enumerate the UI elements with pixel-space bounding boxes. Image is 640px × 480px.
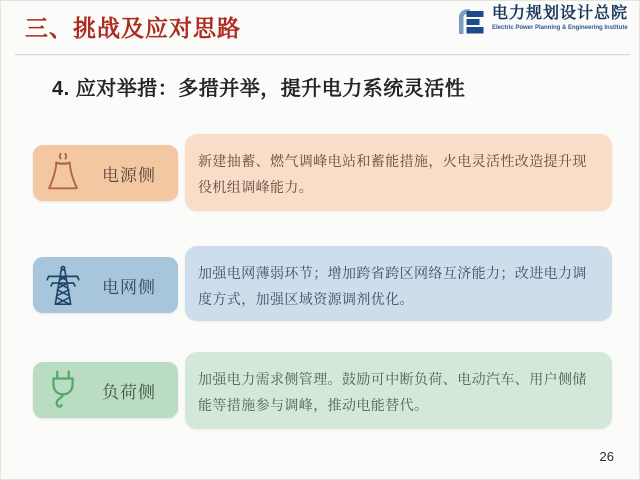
logo: [457, 5, 628, 37]
row-label-load: 负荷侧: [102, 382, 156, 402]
header-divider: [15, 54, 630, 55]
logo-name-en: Electric Power Planning & Engineering Institute: [491, 24, 628, 31]
row-label-box-power-source: [33, 145, 178, 201]
row-text-load: 加强电力需求侧管理。鼓励可中断负荷、电动汽车、用户侧储能等措施参与调峰，推动电能替代。: [185, 352, 612, 429]
cooling-tower-icon: [40, 150, 86, 196]
row-text-power-source: 新建抽蓄、燃气调峰电站和蓄能措施，火电灵活性改造提升现役机组调峰能力。: [185, 134, 612, 211]
page-number: 26: [599, 449, 614, 464]
slide-title: 三、挑战及应对思路: [25, 15, 241, 41]
row-label-grid: 电网侧: [102, 277, 156, 297]
slide-subtitle: 4. 应对举措：多措并举，提升电力系统灵活性: [52, 78, 466, 100]
row-label-box-grid: [33, 257, 178, 313]
row-text-grid: 加强电网薄弱环节；增加跨省跨区网络互济能力；改进电力调度方式，加强区域资源调剂优化。: [185, 246, 612, 321]
row-label-box-load: [33, 362, 178, 418]
logo-name-cn: 电力规划设计总院: [491, 5, 628, 22]
transmission-tower-icon: [40, 262, 86, 308]
row-label-power-source: 电源侧: [102, 165, 156, 185]
logo-text: [492, 5, 628, 31]
epei-logo-icon: [457, 7, 487, 37]
power-plug-icon: [40, 367, 86, 413]
